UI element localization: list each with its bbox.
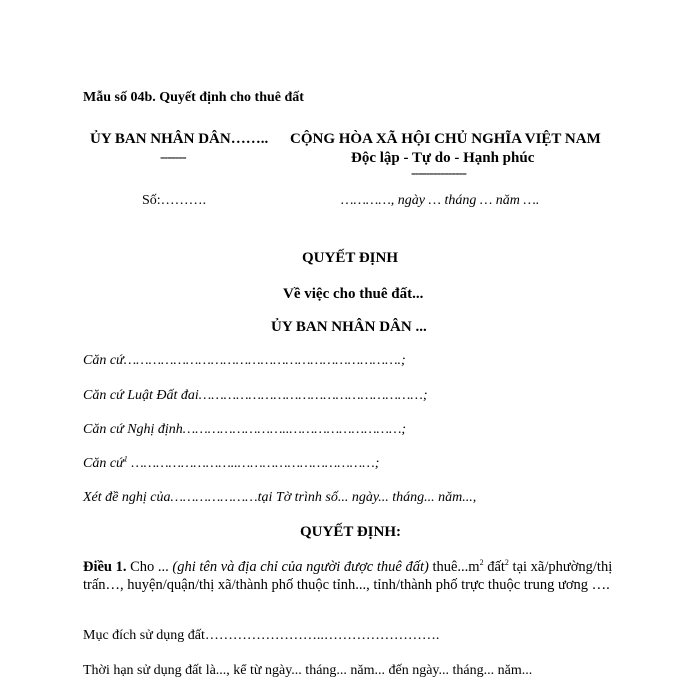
article-1-text-b: thuê...m [428,559,480,575]
article-1-italic-note: (ghi tên và địa chỉ của người được thuê đất) [172,559,429,575]
document-type-title: QUYẾT ĐỊNH [302,250,398,266]
header-right-motto: Độc lập - Tự do - Hạnh phúc [351,150,535,166]
header-right-title: CỘNG HÒA XÃ HỘI CHỦ NGHĨA VIỆT NAM [290,131,601,147]
document-date: …………, ngày … tháng … năm …. [341,193,540,208]
superscript-unit: 2 [479,558,484,568]
legal-basis-4-tail: ……………………..……………………………; [127,456,380,471]
land-use-duration: Thời hạn sử dụng đất là..., kể từ ngày... tháng... năm... đến ngày... tháng... năm... [83,663,533,678]
legal-basis-1: Căn cứ………………………………………………………….; [83,353,406,368]
land-use-purpose: Mục đích sử dụng đất……………………..……………………. [83,628,440,643]
legal-basis-3: Căn cứ Nghị định……………………..………………………; [83,422,407,437]
form-title: Mẫu số 04b. Quyết định cho thuê đất [83,90,304,105]
header-left-org: ỦY BAN NHÂN DÂN…….. [90,131,269,147]
article-1-text-a: Cho ... [126,559,173,575]
article-1-label: Điều 1. [83,559,127,575]
issuing-authority: ỦY BAN NHÂN DÂN ... [271,319,427,335]
footnote-marker: 2 [504,558,509,568]
consideration-line [83,490,476,506]
consideration-part-2: tại Tờ trình số... ngày... tháng... năm..., [257,490,477,505]
legal-basis-2: Căn cứ Luật Đất đai………………………………………………; [83,388,428,403]
article-1 [83,558,623,594]
consideration-part-1: Xét đề nghị của………………… [83,490,258,505]
article-1-text-d: tại xã/phường/thị trấn…, huyện/quận/thị xã/thành phố thuộc tỉnh..., tỉnh/thành phố trực thuộc trung ương …. [83,559,613,593]
header-right-rule: --------------- [411,166,466,181]
footnote-marker: 1 [123,454,128,464]
document-number: Số:………. [142,193,207,208]
article-1-text-c: đất [483,559,505,575]
legal-basis-4 [83,456,379,472]
decision-heading: QUYẾT ĐỊNH: [300,524,401,540]
legal-basis-4-text: Căn cứ [83,456,124,471]
header-left-rule: ------- [160,150,186,165]
document-subject: Về việc cho thuê đất... [283,286,424,302]
